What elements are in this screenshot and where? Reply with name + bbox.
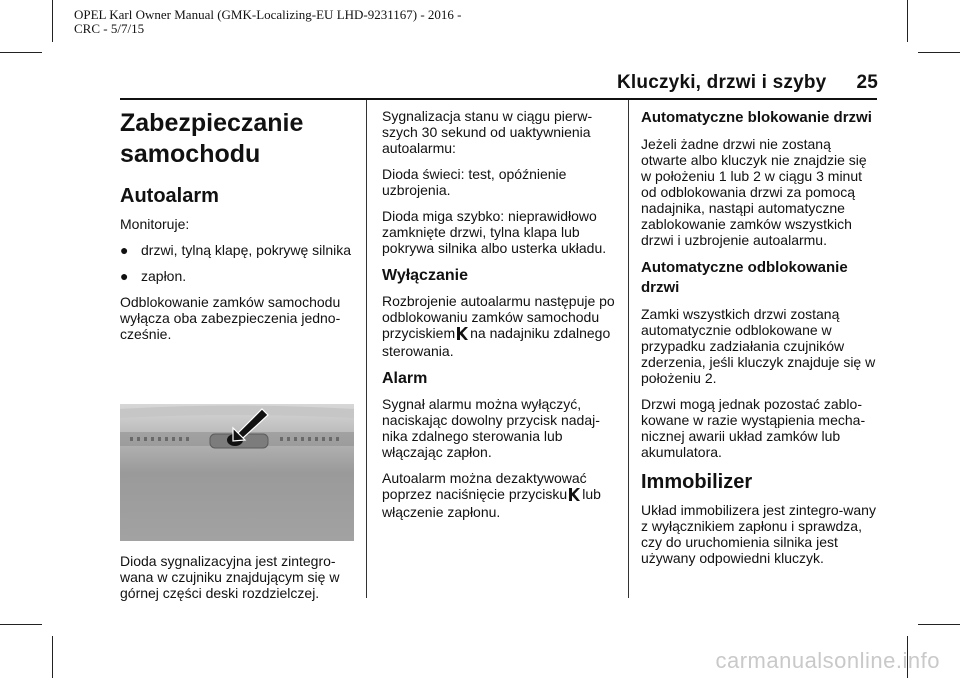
bullet-icon: ● bbox=[120, 268, 129, 284]
crop-mark bbox=[918, 52, 960, 53]
running-header bbox=[617, 72, 878, 94]
key-lock-icon bbox=[569, 488, 580, 504]
text-span: lub włączenie zapłonu. bbox=[382, 486, 601, 520]
text-span: Rozbrojenie autoalarmu następuje po odblokowaniu zamków samochodu przyciskiem bbox=[382, 293, 615, 341]
crop-mark bbox=[52, 0, 53, 42]
dashboard-photo-graphic bbox=[120, 404, 354, 541]
header-rule bbox=[120, 98, 877, 100]
text-span: na nadajniku zdalnego sterowania. bbox=[382, 325, 611, 359]
paragraph: Zamki wszystkich drzwi zostaną automatycznie odblokowane w przypadku zadziałania czujników zderzenia, jeśli kluczyk znajduje się w położeniu 2. bbox=[641, 306, 876, 386]
bullet-icon: ● bbox=[120, 242, 129, 258]
paragraph: Jeżeli żadne drzwi nie zostaną otwarte albo kluczyk nie znajdzie się w położeniu 1 lub 2 w ciągu 3 minut od odblokowania drzwi za pomocą nadajnika, nastąpi automatyczne zablokowanie zamków wszystkich drzwi i uzbrojenie autoalarmu. bbox=[641, 136, 867, 248]
print-metadata-line: CRC - 5/7/15 bbox=[74, 21, 145, 36]
image-caption: Dioda sygnalizacyjna jest zintegro-wana w czujniku znajdującym się w górnej części deski rozdzielczej. bbox=[120, 553, 340, 601]
crop-mark bbox=[52, 636, 53, 678]
page-number: 25 bbox=[856, 72, 878, 93]
column-left bbox=[120, 108, 358, 611]
paragraph: Dioda świeci: test, opóźnienie uzbrojenia. bbox=[382, 166, 567, 198]
heading-autounlock: Automatyczne odblokowanie drzwi bbox=[641, 259, 848, 296]
list-item-text: drzwi, tylną klapę, pokrywę silnika bbox=[141, 242, 352, 258]
column-right bbox=[641, 108, 879, 576]
key-lock-icon bbox=[457, 327, 468, 343]
dashboard-sensor-photo bbox=[120, 404, 354, 541]
column-divider bbox=[628, 100, 629, 598]
paragraph: Drzwi mogą jednak pozostać zablo-kowane w razie wystąpienia mecha-nicznej awarii układ zamków lub akumulatora. bbox=[641, 396, 866, 460]
section-title: Kluczyki, drzwi i szyby bbox=[617, 72, 827, 93]
print-metadata bbox=[74, 8, 462, 36]
monitors-label: Monitoruje: bbox=[120, 216, 190, 232]
heading-disarm: Wyłączanie bbox=[382, 267, 468, 284]
page-title: Zabezpieczanie samochodu bbox=[120, 109, 304, 168]
list-item bbox=[120, 268, 358, 284]
heading-autoalarm: Autoalarm bbox=[120, 185, 219, 207]
text-span: Autoalarm można dezaktywować poprzez naciśnięcie przycisku bbox=[382, 470, 587, 502]
paragraph: Układ immobilizera jest zintegro-wany z wyłącznikiem zapłonu i sprawdza, czy do uruchomienia silnika jest używany odpowiedni kluczyk. bbox=[641, 502, 876, 566]
heading-alarm: Alarm bbox=[382, 370, 428, 387]
heading-autolock: Automatyczne blokowanie drzwi bbox=[641, 109, 872, 126]
paragraph: Dioda miga szybko: nieprawidłowo zamknięte drzwi, tylna klapa lub pokrywa silnika albo usterka układu. bbox=[382, 208, 607, 256]
paragraph bbox=[382, 293, 620, 359]
crop-mark bbox=[0, 624, 42, 625]
paragraph bbox=[382, 470, 620, 520]
list-item-text: zapłon. bbox=[141, 268, 187, 284]
heading-immobilizer: Immobilizer bbox=[641, 471, 753, 493]
crop-mark bbox=[918, 624, 960, 625]
column-divider bbox=[366, 100, 367, 598]
paragraph: Sygnalizacja stanu w ciągu pierw-szych 30 sekund od uaktywnienia autoalarmu: bbox=[382, 108, 593, 156]
crop-mark bbox=[907, 0, 908, 42]
paragraph: Odblokowanie zamków samochodu wyłącza oba zabezpieczenia jedno-cześnie. bbox=[120, 294, 341, 342]
list-item bbox=[120, 242, 358, 258]
print-metadata-line: OPEL Karl Owner Manual (GMK-Localizing-EU LHD-9231167) - 2016 - bbox=[74, 7, 462, 22]
crop-mark bbox=[0, 52, 42, 53]
watermark: carmanualsonline.info bbox=[715, 648, 940, 673]
paragraph: Sygnał alarmu można wyłączyć, naciskając dowolny przycisk nadaj-nika zdalnego sterowania lub włączając zapłon. bbox=[382, 396, 600, 460]
column-middle bbox=[382, 108, 620, 530]
